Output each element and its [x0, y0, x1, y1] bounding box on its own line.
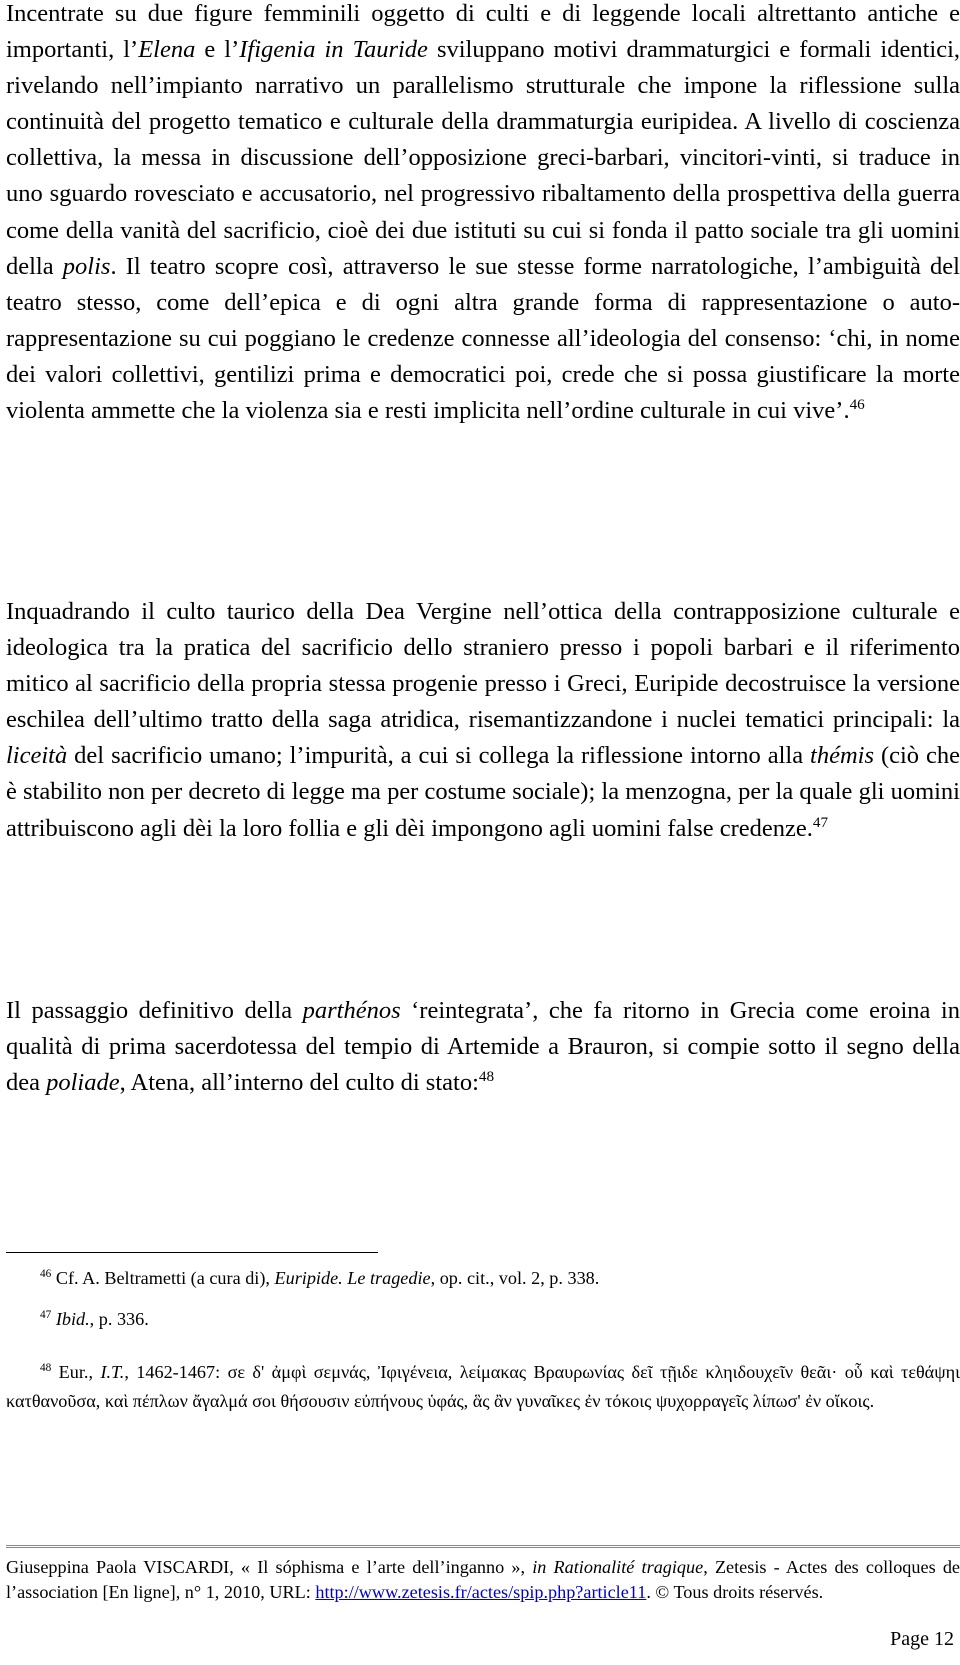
p1-text-d: . Il teatro scopre così, attraverso le sue stesse forme narratologiche, l’ambiguità del teatro stesso, come dell’epica e di ogni altra grande forma di rappresentazione o auto-rappresentazione su cui poggiano le credenze connesse all’ideologia del consenso: ‘chi, in nome dei valori collettivi, gentilizi prima e democratici poi, crede che si possa giustificare la morte violenta ammette che la violenza sia e resti implicita nell’ordine culturale in cui vive’. — [6, 252, 960, 425]
footer-url-link[interactable]: http://www.zetesis.fr/actes/spip.php?article11 — [315, 1582, 647, 1602]
footnote-47-text-b: , p. 336. — [89, 1309, 149, 1329]
footnote-ref-47[interactable]: 47 — [812, 813, 829, 831]
p3-text-b: ‘reintegrata’, che fa ritorno in Grecia come eroina in qualità di prima sacerdotessa del tempio di Artemide a Brauron, si compie sotto il segno della dea — [6, 997, 960, 1097]
p2-text-a: Inquadrando il culto taurico della Dea Vergine nell’ottica della contrapposizione culturale e ideologica tra la pratica del sacrificio dello straniero presso i popoli barbari e il riferimento mitico al sacrificio della propria stessa progenie presso i Greci, Euripide decostruisce la versione eschilea dell’ultimo tratto della saga atridica, risemantizzandone i nuclei tematici principali: la — [6, 598, 960, 734]
footer-journal: in Rationalité tragique — [532, 1557, 704, 1577]
p2-text-c: (ciò che è stabilito non per decreto di legge ma per costume sociale); la menzogna, per la quale gli uomini attribuiscono agli dèi la loro follia e gli dèi impongono agli uomini false credenze. — [6, 742, 960, 842]
p1-elena: Elena — [138, 36, 196, 64]
p3-text-a: Il passaggio definitivo della — [6, 997, 303, 1024]
p1-text-c: sviluppano motivi drammaturgici e formali identici, rivelando nell’impianto narrativo un parallelismo strutturale che impone la riflessione sulla continuità del progetto tematico e culturale della drammaturgia euripidea. A livello di coscienza collettiva, la messa in discussione dell’opposizione greci-barbari, vincitori-vinti, si traduce in uno sguardo rovesciato e accusatorio, nel progressivo ribaltamento della prospettiva della guerra come della vanità del sacrificio, cioè dei due istituti su cui si fonda il patto sociale tra gli uomini della — [6, 36, 960, 280]
footnote-ref-46[interactable]: 46 — [849, 395, 865, 413]
p2-liceita: liceità — [6, 742, 68, 770]
footnote-46-number: 46 — [40, 1267, 52, 1280]
footer-text-b: , Zetesis - Actes des colloques de l’association [En ligne], n° 1, 2010, URL: — [6, 1557, 960, 1602]
footer-text-a: Giuseppina Paola VISCARDI, « Il sóphisma e l’arte dell’inganno », — [6, 1557, 533, 1577]
footnote-47 — [6, 1305, 960, 1334]
paragraph-3 — [6, 993, 960, 1101]
p3-parthenos: parthénos — [302, 997, 401, 1024]
footnote-separator — [6, 1252, 378, 1253]
citation-footer — [6, 1555, 960, 1605]
footnote-48-text-a: Eur., — [58, 1362, 101, 1382]
footnote-46-text-b: , op. cit., vol. 2, p. 338. — [430, 1268, 600, 1288]
p3-text-c: , Atena, all’interno del culto di stato: — [119, 1069, 479, 1097]
footnote-46-text-a: Cf. A. Beltrametti (a cura di), — [55, 1268, 275, 1288]
footnote-46-title: Euripide. Le tragedie — [274, 1268, 431, 1288]
paragraph-1 — [6, 0, 960, 429]
p3-poliade: poliade — [46, 1069, 120, 1097]
footnote-48-number: 48 — [40, 1361, 52, 1374]
footnote-47-number: 47 — [40, 1308, 52, 1321]
p2-text-b: del sacrificio umano; l’impurità, a cui si collega la riflessione intorno alla — [67, 742, 811, 770]
p1-polis: polis — [62, 252, 111, 280]
footnote-47-ibid: Ibid. — [55, 1309, 90, 1329]
p2-themis: thémis — [810, 742, 875, 770]
paragraph-2 — [6, 594, 960, 847]
footnote-48-text-b: , 1462-1467: σε δ' ἀμφὶ σεμνάς, Ἰφιγένεια, λείμακας Βραυρωνίας δεῖ τῇιδε κληιδουχεῖν θεᾶι· οὗ καὶ τεθάψηι κατθανοῦσα, καὶ πέπλων ἄγαλμά σοι θήσουσιν εὐπήνους ὑφάς, ἃς ἂν γυναῖκες ἐν τόκοις ψυχορραγεῖς λίπωσ' ἐν οἴκοις. — [6, 1362, 960, 1411]
footnote-48 — [6, 1358, 960, 1416]
footnote-46 — [6, 1264, 960, 1293]
footnote-48-it: I.T. — [100, 1362, 125, 1382]
footnote-ref-48[interactable]: 48 — [478, 1068, 495, 1086]
footer-text-c: . © Tous droits réservés. — [646, 1582, 824, 1602]
page-number: Page 12 — [890, 1628, 954, 1650]
footer-separator — [6, 1545, 960, 1548]
p1-text-a: Incentrate su due figure femminili oggetto di culti e di leggende locali altrettanto antiche e importanti, l’ — [6, 0, 960, 64]
p1-text-b: e l’ — [195, 36, 240, 64]
p1-ifigenia: Ifigenia in Tauride — [239, 36, 428, 64]
